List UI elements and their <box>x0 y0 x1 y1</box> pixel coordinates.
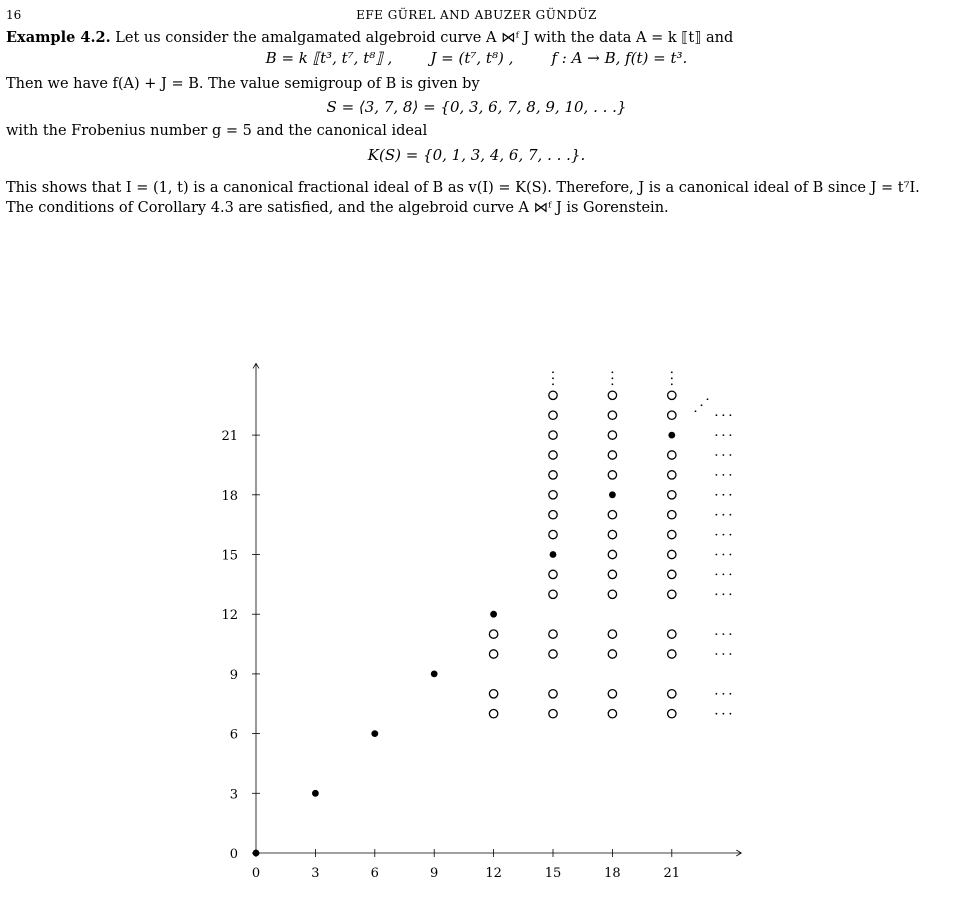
continuation-dot <box>716 414 718 416</box>
open-point <box>608 451 616 459</box>
continuation-dot <box>723 454 725 456</box>
open-point <box>608 391 616 399</box>
open-point <box>608 550 616 558</box>
y-tick-label: 12 <box>221 608 238 624</box>
open-point <box>608 471 616 479</box>
continuation-dot <box>716 633 718 635</box>
continuation-dot <box>730 534 732 536</box>
continuation-dot <box>730 554 732 556</box>
continuation-dot <box>730 474 732 476</box>
continuation-dot <box>730 514 732 516</box>
open-point <box>608 570 616 578</box>
continuation-dot <box>730 454 732 456</box>
open-point <box>549 570 557 578</box>
x-tick-label: 12 <box>485 866 502 881</box>
continuation-dot <box>716 574 718 576</box>
display-equation-3: K(S) = {0, 1, 3, 4, 6, 7, . . .}. <box>367 146 586 164</box>
vertical-continuation-dot <box>671 377 673 379</box>
continuation-dot <box>723 633 725 635</box>
open-point <box>668 511 676 519</box>
vertical-continuation-dot <box>552 371 554 373</box>
open-point <box>608 411 616 419</box>
continuation-dot <box>723 554 725 556</box>
continuation-dot <box>723 574 725 576</box>
open-point <box>668 491 676 499</box>
open-point <box>549 471 557 479</box>
open-point <box>549 491 557 499</box>
filled-point <box>550 551 557 558</box>
open-point <box>489 690 497 698</box>
open-point <box>608 690 616 698</box>
x-tick-label: 3 <box>311 866 320 881</box>
continuation-dot <box>716 534 718 536</box>
filled-point <box>668 432 675 439</box>
filled-point <box>490 611 497 618</box>
open-point <box>549 411 557 419</box>
y-tick-label: 21 <box>221 429 238 445</box>
filled-point <box>312 790 319 797</box>
open-point <box>489 630 497 638</box>
text-line-3: with the Frobenius number g = 5 and the canonical ideal <box>6 123 428 139</box>
x-tick-label: 6 <box>370 866 379 881</box>
open-point <box>668 710 676 718</box>
continuation-dot <box>730 633 732 635</box>
x-tick-label: 21 <box>663 866 681 881</box>
diagonal-dot <box>695 410 697 412</box>
x-tick-label: 18 <box>604 866 621 881</box>
continuation-dot <box>730 653 732 655</box>
continuation-dot <box>716 693 718 695</box>
open-point <box>668 550 676 558</box>
continuation-dot <box>723 593 725 595</box>
continuation-dot <box>723 534 725 536</box>
open-point <box>549 710 557 718</box>
continuation-dot <box>723 474 725 476</box>
open-point <box>668 530 676 538</box>
y-tick-label: 6 <box>229 727 238 743</box>
display-equation-1: B = k ⟦t³, t⁷, t⁸⟧ , J = (t⁷, t⁸) , f : A → B, f(t) = t³. <box>265 49 688 67</box>
continuation-dot <box>730 713 732 715</box>
x-tick-label: 15 <box>544 866 562 881</box>
example-label: Example 4.2. <box>6 29 111 46</box>
filled-point <box>253 850 260 857</box>
x-tick-label: 9 <box>430 866 439 881</box>
text-line-2: Then we have f(A) + J = B. The value semigroup of B is given by <box>6 76 480 92</box>
open-point <box>489 650 497 658</box>
open-point <box>549 511 557 519</box>
continuation-dot <box>730 693 732 695</box>
open-point <box>668 590 676 598</box>
open-point <box>549 431 557 439</box>
continuation-dot <box>716 494 718 496</box>
y-tick-label: 0 <box>229 847 238 862</box>
open-point <box>549 590 557 598</box>
continuation-dot <box>723 494 725 496</box>
continuation-dot <box>716 474 718 476</box>
vertical-continuation-dot <box>612 377 614 379</box>
continuation-dot <box>730 494 732 496</box>
filled-point <box>609 491 616 498</box>
running-title: EFE GÜREL AND ABUZER GÜNDÜZ <box>356 8 597 22</box>
open-point <box>608 511 616 519</box>
continuation-dot <box>716 653 718 655</box>
filled-point <box>431 671 438 678</box>
continuation-dot <box>716 593 718 595</box>
open-point <box>549 451 557 459</box>
open-point <box>608 650 616 658</box>
open-point <box>668 471 676 479</box>
continuation-dot <box>723 514 725 516</box>
open-point <box>668 411 676 419</box>
open-point <box>489 710 497 718</box>
diagonal-dot <box>707 398 709 400</box>
open-point <box>549 630 557 638</box>
continuation-dot <box>716 454 718 456</box>
open-point <box>549 391 557 399</box>
open-point <box>549 690 557 698</box>
conclusion-paragraph: This shows that I = (1, t) is a canonical fractional ideal of B as v(I) = K(S). Therefore, J is a canonical ideal of B since J = t⁷I. The conditions of Corollary 4.3 are satisfied, and the algebroid curve A ⋈ᶠ J is Gorenstein. <box>6 180 920 216</box>
continuation-dot <box>730 414 732 416</box>
open-point <box>668 451 676 459</box>
vertical-continuation-dot <box>612 383 614 385</box>
page-number: 16 <box>6 8 22 22</box>
continuation-dot <box>730 593 732 595</box>
continuation-dot <box>723 414 725 416</box>
y-tick-label: 3 <box>229 787 238 803</box>
open-point <box>668 650 676 658</box>
open-point <box>608 431 616 439</box>
display-equation-2: S = ⟨3, 7, 8⟩ = {0, 3, 6, 7, 8, 9, 10, . . .} <box>326 98 627 116</box>
vertical-continuation-dot <box>552 383 554 385</box>
continuation-dot <box>723 434 725 436</box>
open-point <box>608 630 616 638</box>
open-point <box>668 391 676 399</box>
open-point <box>668 570 676 578</box>
y-tick-label: 18 <box>221 488 238 504</box>
x-tick-label: 0 <box>251 866 261 881</box>
filled-point <box>371 730 378 737</box>
y-tick-label: 15 <box>221 548 238 564</box>
continuation-dot <box>723 693 725 695</box>
open-point <box>608 710 616 718</box>
continuation-dot <box>716 514 718 516</box>
open-point <box>668 630 676 638</box>
continuation-dot <box>716 554 718 556</box>
vertical-continuation-dot <box>612 371 614 373</box>
open-point <box>608 530 616 538</box>
open-point <box>668 690 676 698</box>
continuation-dot <box>723 653 725 655</box>
open-point <box>608 590 616 598</box>
vertical-continuation-dot <box>552 377 554 379</box>
example-intro-text: Let us consider the amalgamated algebroid curve A ⋈ᶠ J with the data A = k ⟦t⟧ and <box>115 30 734 46</box>
y-tick-label: 9 <box>229 667 238 683</box>
open-point <box>549 650 557 658</box>
continuation-dot <box>716 434 718 436</box>
open-point <box>549 530 557 538</box>
vertical-continuation-dot <box>671 383 673 385</box>
continuation-dot <box>730 434 732 436</box>
continuation-dot <box>723 713 725 715</box>
continuation-dot <box>730 574 732 576</box>
vertical-continuation-dot <box>671 371 673 373</box>
continuation-dot <box>716 713 718 715</box>
diagonal-dot <box>701 404 703 406</box>
